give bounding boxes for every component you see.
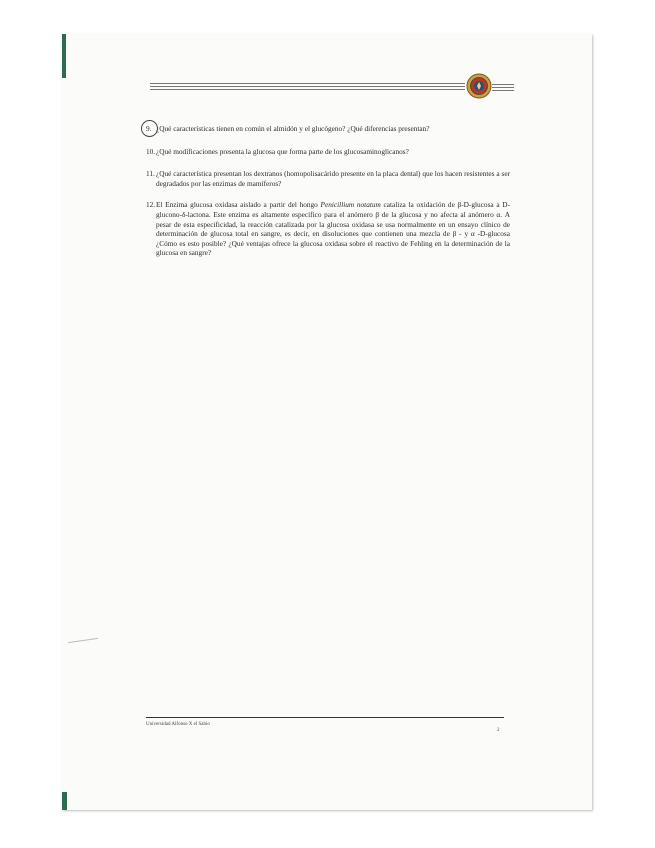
- question-11: [146, 169, 510, 188]
- question-text: ¿Qué modificaciones presenta la glucosa que forma parte de los glucosaminoglicanos?: [156, 146, 409, 156]
- question-text: ¿Qué características tienen en común el almidón y el glucógeno? ¿Qué diferencias presentan?: [156, 124, 430, 133]
- university-seal-icon: [466, 73, 492, 99]
- question-text: ¿Qué característica presentan los dextranos (homopolisacárido presente en la placa dental) que los hacen resistentes a ser degradados por las enzimas de mamíferos?: [156, 169, 510, 188]
- question-number: 12.: [146, 200, 156, 210]
- binding-edge-top: [62, 34, 66, 78]
- header-rule-right: [492, 84, 514, 93]
- footer-rule: [146, 717, 504, 718]
- question-10: [146, 147, 510, 157]
- question-text-part: El Enzima glucosa oxidasa aislado a partir del hongo: [156, 200, 321, 210]
- organism-name: Penicillium notatum: [320, 200, 381, 210]
- page-number: 2: [497, 728, 500, 733]
- question-number: 11.: [146, 169, 155, 179]
- question-12: [146, 200, 510, 258]
- question-number: 10.: [146, 146, 156, 156]
- question-9: [146, 124, 510, 134]
- question-number: 9.: [146, 124, 152, 133]
- question-text: [156, 200, 510, 258]
- footer-institution: Universidad Alfonso X el Sabio: [146, 722, 210, 727]
- question-text-part: cataliza la oxidación de β-D-glucosa a D-glucono-δ-lactona. Este enzima es altamente específico para el anómero β de la glucosa y no afecta al anómero α. A pesar de esta especificidad, la reacción catalizada por la glucosa oxidasa se usa normalmente en un ensayo clínico de determinación de glucosa total en sangre, es decir, en disoluciones que contienen una mezcla de β - y α -D-glucosa ¿Cómo es esto posible? ¿Qué ventajas ofrece la glucosa oxidasa sobre el reactivo de Fehling en la determinación de la glucosa en sangre?: [156, 200, 510, 258]
- binding-edge-bottom: [62, 792, 67, 810]
- header-rule-left: [150, 83, 465, 92]
- questions-section: [146, 124, 510, 267]
